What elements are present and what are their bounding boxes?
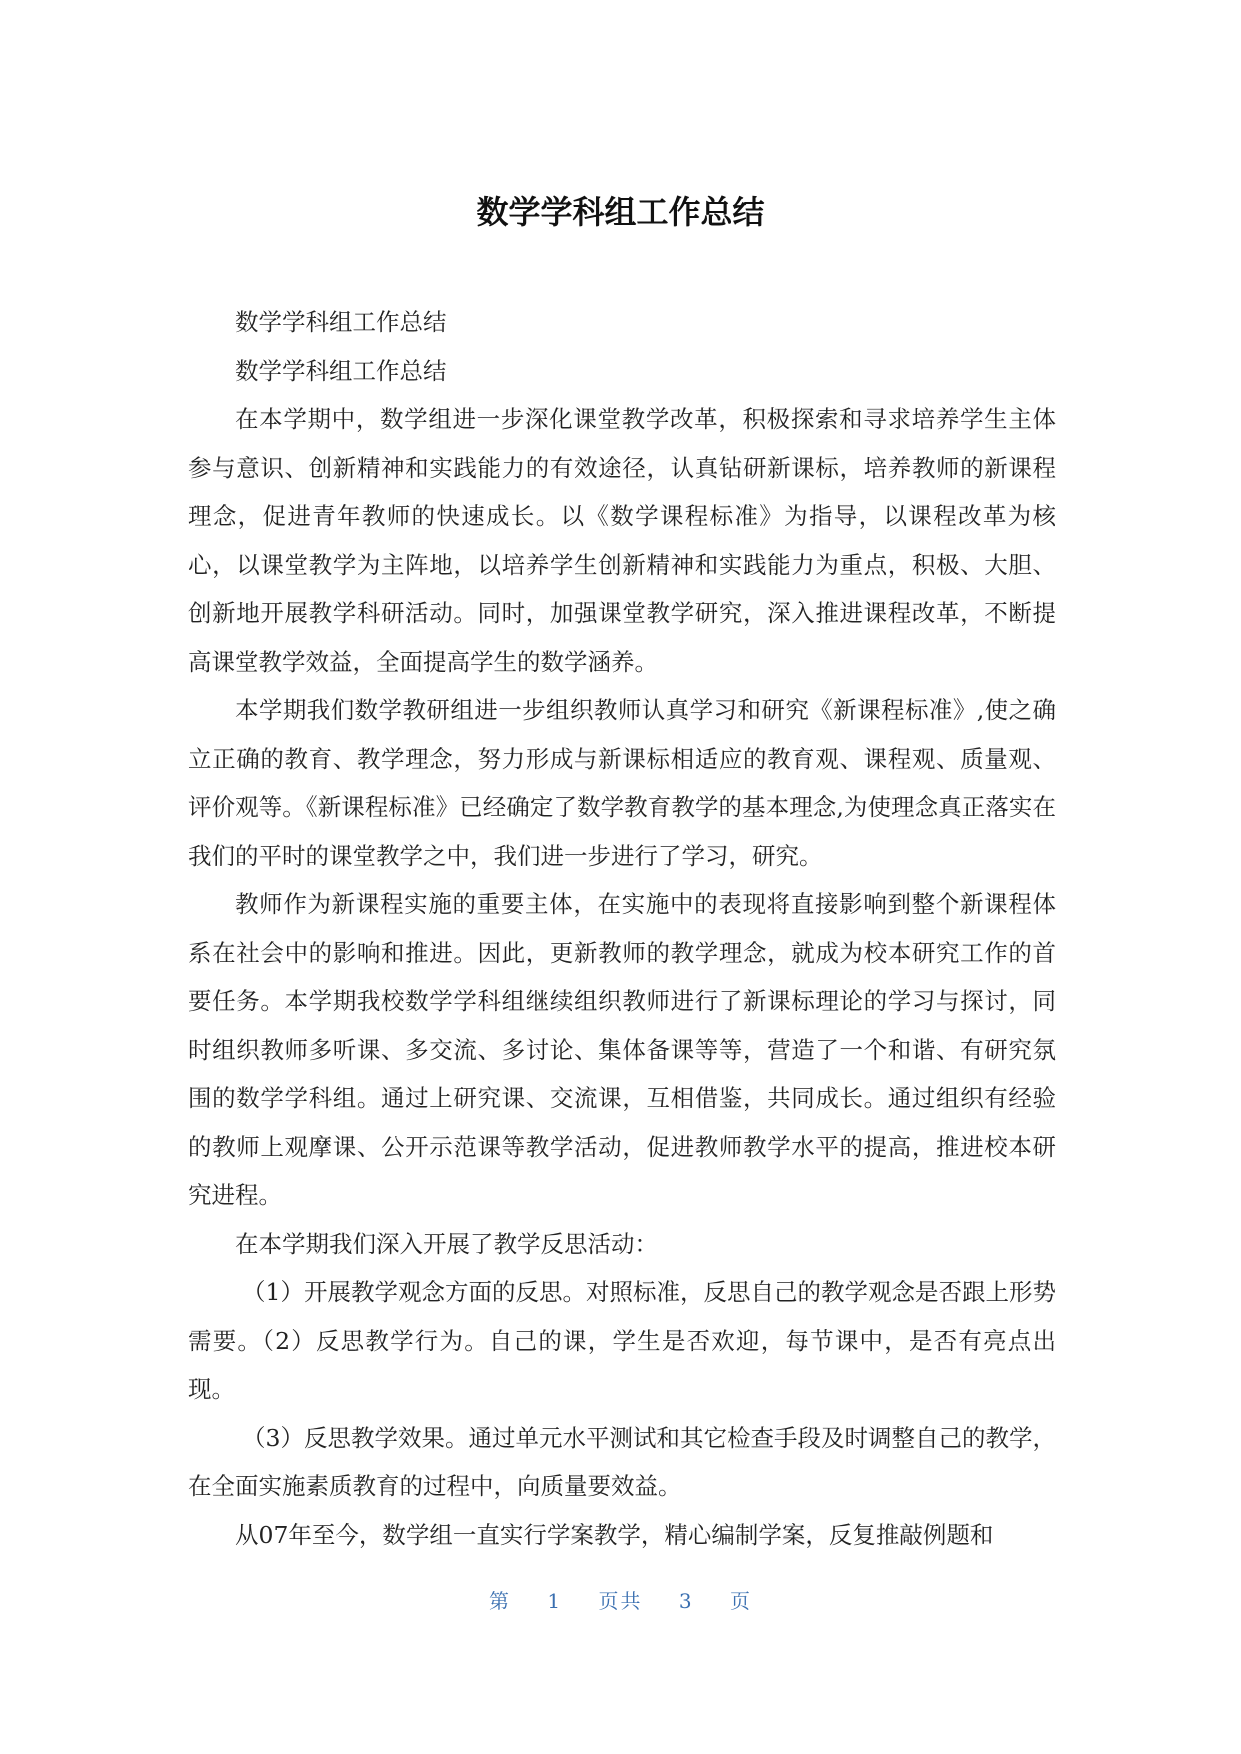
paragraph-reflection-3: （3）反思教学效果。通过单元水平测试和其它检查手段及时调整自己的教学，在全面实施素质教育的过程中，向质量要效益。 <box>188 1423 1056 1500</box>
footer-label-of: 页共 <box>598 1589 643 1613</box>
document-title: 数学学科组工作总结 <box>476 193 765 231</box>
footer-total-pages: 3 <box>678 1589 694 1613</box>
document-body <box>188 298 1056 1559</box>
footer-current-page: 1 <box>547 1589 563 1613</box>
paragraph-reflection-1-2: （1）开展教学观念方面的反思。对照标准，反思自己的教学观念是否跟上形势需要。（2）反思教学行为。自己的课，学生是否欢迎，每节课中，是否有亮点出现。 <box>188 1278 1056 1403</box>
footer-label-page: 第 <box>489 1589 512 1613</box>
paragraph-reflection-intro: 在本学期我们深入开展了教学反思活动： <box>235 1229 658 1258</box>
paragraph-intro: 在本学期中，数学组进一步深化课堂教学改革，积极探索和寻求培养学生主体参与意识、创新精神和实践能力的有效途径，认真钻研新课标，培养教师的新课程理念，促进青年教师的快速成长。以《数学课程标准》为指导，以课程改革为核心，以课堂教学为主阵地，以培养学生创新精神和实践能力为重点，积极、大胆、创新地开展教学科研活动。同时，加强课堂教学研究，深入推进课程改革，不断提高课堂教学效益，全面提高学生的数学涵养。 <box>188 405 1056 676</box>
page-footer <box>0 1586 1241 1616</box>
paragraph-teacher-role: 教师作为新课程实施的重要主体，在实施中的表现将直接影响到整个新课程体系在社会中的影响和推进。因此，更新教师的教学理念，就成为校本研究工作的首要任务。本学期我校数学学科组继续组织教师进行了新课标理论的学习与探讨，同时组织教师多听课、多交流、多讨论、集体备课等等，营造了一个和谐、有研究氛围的数学学科组。通过上研究课、交流课，互相借鉴，共同成长。通过组织有经验的教师上观摩课、公开示范课等教学活动，促进教师教学水平的提高，推进校本研究进程。 <box>188 890 1056 1209</box>
paragraph-subtitle-1: 数学学科组工作总结 <box>235 308 447 336</box>
paragraph-subtitle-2: 数学学科组工作总结 <box>235 356 447 385</box>
paragraph-study-plan: 从07年至今，数学组一直实行学案教学，精心编制学案，反复推敲例题和 <box>235 1520 994 1549</box>
footer-label-end: 页 <box>729 1589 752 1613</box>
paragraph-curriculum-study: 本学期我们数学教研组进一步组织教师认真学习和研究《新课程标准》,使之确立正确的教育、教学理念，努力形成与新课标相适应的教育观、课程观、质量观、评价观等。《新课程标准》已经确定了数学教育教学的基本理念,为使理念真正落实在我们的平时的课堂教学之中，我们进一步进行了学习，研究。 <box>188 696 1056 870</box>
